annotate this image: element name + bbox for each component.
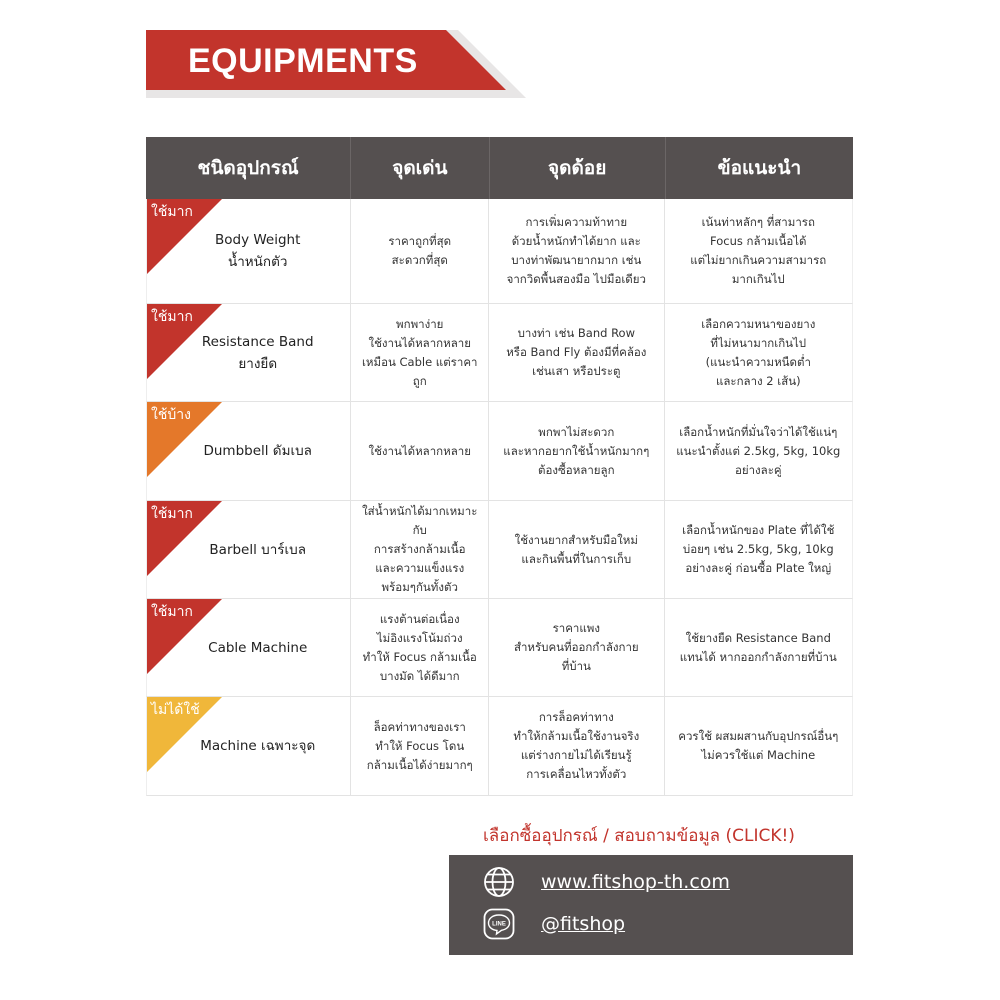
- tips-cell: ใช้ยางยืด Resistance Band แทนได้ หากออกกำลังกายที่บ้าน: [679, 630, 837, 664]
- usage-tag: ใช้มาก: [151, 204, 193, 220]
- equipment-name: Cable Machine: [208, 639, 308, 656]
- column-header: ชนิดอุปกรณ์: [146, 137, 351, 199]
- tips-cell: เลือกน้ำหนักของ Plate ที่ได้ใช้ บ่อยๆ เช่น 2.5kg, 5kg, 10kg อย่างละคู่ ก่อนซื้อ Plate ใหญ่: [682, 523, 835, 575]
- tips-cell: ควรใช้ ผสมผสานกับอุปกรณ์อื่นๆ ไม่ควรใช้แต่ Machine: [678, 729, 839, 762]
- pros-cell: ใส่น้ำหนักได้มากเหมาะกับ การสร้างกล้ามเนื้อ และความแข็งแรง พร้อมๆกันทั้งตัว: [351, 501, 489, 598]
- cons-cell: การเพิ่มความท้าทาย ด้วยน้ำหนักทำได้ยาก และ บางท่าพัฒนายากมาก เช่น จากวิดพื้นสองมือ ไปมือเดียว: [489, 199, 665, 303]
- contact-box: [449, 855, 853, 955]
- usage-tag: ใช้มาก: [151, 604, 193, 620]
- equipment-name-cell: [147, 304, 351, 401]
- table-row: [146, 199, 853, 304]
- pros-cell: ราคาถูกที่สุด สะดวกที่สุด: [351, 199, 489, 303]
- globe-icon: [483, 866, 515, 898]
- website-row[interactable]: [483, 864, 730, 900]
- table-row: [146, 304, 853, 402]
- column-header: ข้อแนะนำ: [717, 157, 802, 179]
- equipment-name: Resistance Band ยางยืด: [201, 333, 314, 372]
- tips-cell: เลือกความหนาของยาง ที่ไม่หนามากเกินไป (แนะนำความหนืดต่ำ และกลาง 2 เส้น): [701, 316, 816, 388]
- cons-cell: พกพาไม่สะดวก และหากอยากใช้น้ำหนักมากๆ ต้องซื้อหลายลูก: [489, 402, 665, 500]
- column-header: จุดด้อย: [490, 137, 666, 199]
- equipment-name-cell: [147, 697, 351, 795]
- table-row: [146, 599, 853, 697]
- line-row[interactable]: [483, 906, 625, 942]
- website-link[interactable]: www.fitshop-th.com: [541, 871, 730, 893]
- pros-cell: พกพาง่าย ใช้งานได้หลากหลาย เหมือน Cable แต่ราคาถูก: [351, 304, 489, 401]
- usage-tag: ใช้มาก: [151, 309, 193, 325]
- table-body: [146, 199, 853, 796]
- tips-cell: เลือกน้ำหนักที่มั่นใจว่าได้ใช้แน่ๆ แนะนำตั้งแต่ 2.5kg, 5kg, 10kg อย่างละคู่: [676, 424, 841, 477]
- line-icon: [483, 908, 515, 940]
- cons-cell: การล็อคท่าทาง ทำให้กล้ามเนื้อใช้งานจริง แต่ร่างกายไม่ได้เรียนรู้ การเคลื่อนไหวทั้งตัว: [489, 697, 665, 795]
- table-row: [146, 501, 853, 599]
- equipment-name: Body Weight น้ำหนักตัว: [215, 232, 301, 270]
- pros-cell: ใช้งานได้หลากหลาย: [351, 402, 489, 500]
- equipment-name-cell: [147, 501, 351, 598]
- table-header: [146, 137, 853, 199]
- equipment-name-cell: [147, 199, 351, 303]
- equipment-name: Dumbbell ดัมเบล: [203, 443, 312, 459]
- equipment-name-cell: [147, 402, 351, 500]
- equipment-table: [146, 137, 853, 796]
- equipment-name: Barbell บาร์เบล: [209, 541, 307, 558]
- cta-link[interactable]: เลือกซื้ออุปกรณ์ / สอบถามข้อมูล (CLICK!): [483, 826, 795, 846]
- equipment-name: Machine เฉพาะจุด: [200, 738, 316, 754]
- table-row: [146, 402, 853, 501]
- usage-tag: ใช้มาก: [151, 506, 193, 522]
- cons-cell: ใช้งานยากสำหรับมือใหม่ และกินพื้นที่ในการเก็บ: [489, 501, 665, 598]
- line-icon-text: LINE: [492, 921, 506, 928]
- tips-cell: เน้นท่าหลักๆ ที่สามารถ Focus กล้ามเนื้อได้ แต่ไม่ยากเกินความสามารถ มากเกินไป: [690, 215, 827, 286]
- cons-cell: ราคาแพง สำหรับคนที่ออกกำลังกาย ที่บ้าน: [489, 599, 665, 696]
- column-header: จุดเด่น: [351, 137, 489, 199]
- line-id-link[interactable]: @fitshop: [541, 913, 626, 935]
- table-row: [146, 697, 853, 796]
- usage-tag: ใช้บ้าง: [151, 407, 191, 423]
- pros-cell: ล็อคท่าทางของเรา ทำให้ Focus โดน กล้ามเนื้อได้ง่ายมากๆ: [351, 697, 489, 795]
- usage-tag: ไม่ได้ใช้: [151, 702, 200, 718]
- equipment-name-cell: [147, 599, 351, 696]
- page-title: EQUIPMENTS: [188, 42, 418, 80]
- cons-cell: บางท่า เช่น Band Row หรือ Band Fly ต้องมีที่คล้อง เช่นเสา หรือประตู: [489, 304, 665, 401]
- pros-cell: แรงต้านต่อเนื่อง ไม่อิงแรงโน้มถ่วง ทำให้ Focus กล้ามเนื้อ บางมัด ได้ดีมาก: [351, 599, 489, 696]
